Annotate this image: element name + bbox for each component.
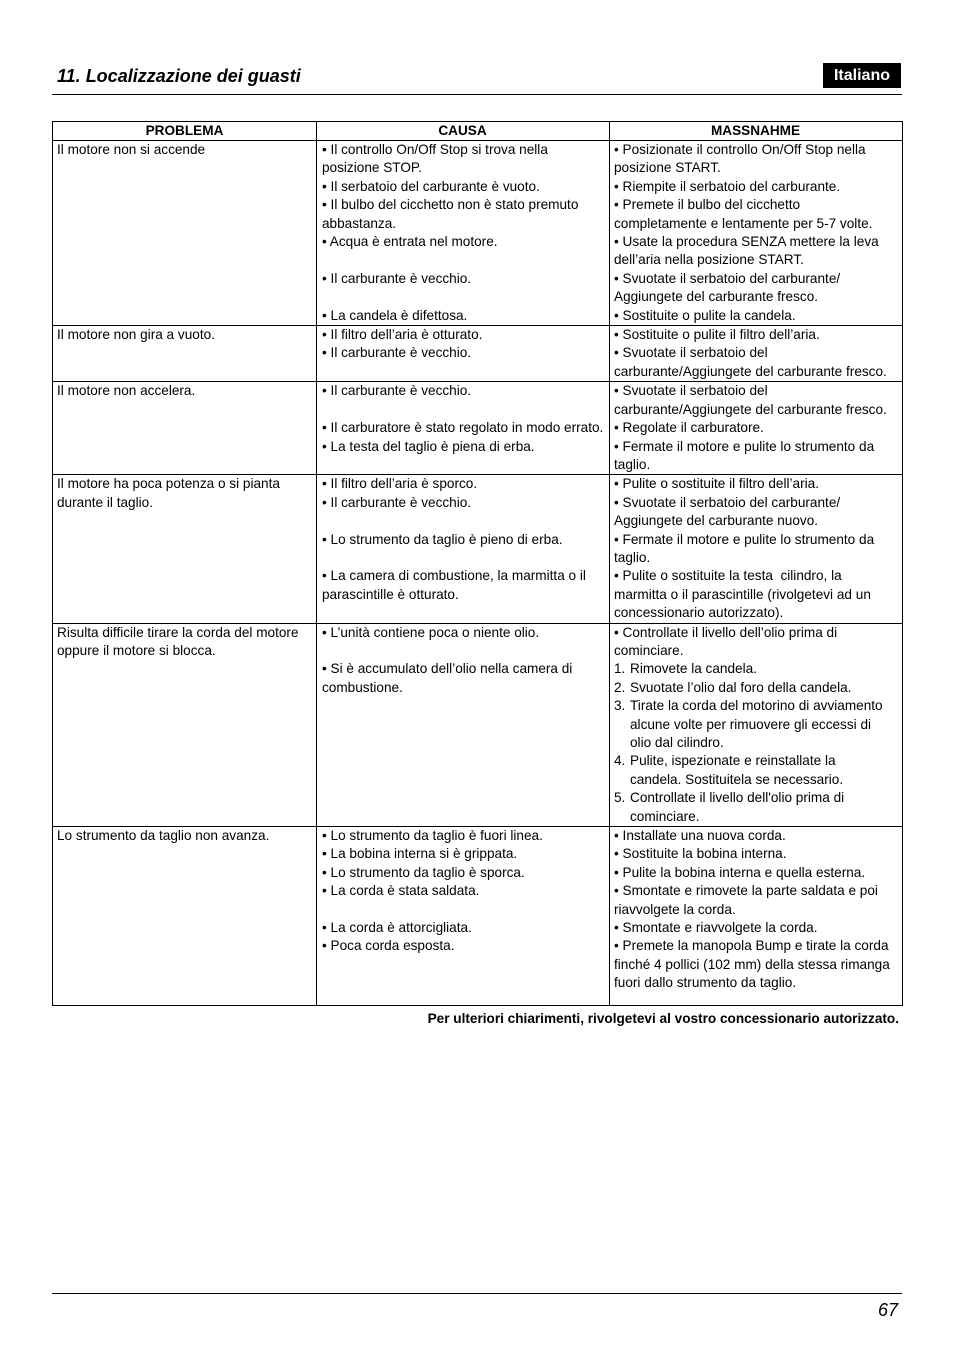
remedy-text-line: Aggiungete del carburante fresco. [614, 289, 819, 305]
remedy-cell [609, 344, 902, 381]
remedy-text-line: taglio. [614, 456, 651, 472]
column-divider [609, 122, 610, 1005]
cause-cell [316, 326, 609, 344]
cause-text-line: • La testa del taglio è piena di erba. [322, 438, 535, 454]
remedy-text-line: • Controllate il livello dell’olio prima di [614, 624, 838, 640]
column-divider [316, 122, 317, 1005]
problem-text-line: Il motore non si accende [57, 142, 206, 157]
remedy-text-line: completamente e lentamente per 5-7 volte. [614, 215, 873, 231]
remedy-cell [609, 531, 902, 568]
remedy-step [614, 660, 902, 678]
remedy-text-line: posizione START. [614, 160, 721, 176]
remedy-cell [609, 419, 902, 437]
cause-text-line: • Il serbatoio del carburante è vuoto. [322, 178, 540, 194]
remedy-text-line: Aggiungete del carburante nuovo. [614, 513, 819, 529]
cause-cell [316, 494, 609, 531]
step-number: 3. [614, 698, 626, 714]
cause-text-line: • La candela è difettosa. [322, 307, 468, 323]
cause-cell [316, 438, 609, 475]
cause-text-line: • Il filtro dell’aria è sporco. [322, 476, 478, 492]
cause-cell [316, 307, 609, 325]
column-header-remedy: MASSNAHME [710, 123, 801, 138]
remedy-text-line: • Svuotate il serbatoio del [614, 383, 768, 399]
remedy-cell [609, 475, 902, 493]
cause-text-line: • Lo strumento da taglio è fuori linea. [322, 828, 543, 844]
cause-text-line: • Il filtro dell’aria è otturato. [322, 327, 483, 343]
section-title: 11. Localizzazione dei guasti [57, 66, 301, 86]
cause-cell [316, 270, 609, 307]
cause-cell [316, 475, 609, 493]
problem-cell [53, 827, 316, 993]
problem-cell [53, 624, 316, 826]
remedy-text-line: • Fermate il motore e pulite lo strumento da [614, 531, 875, 547]
remedy-text-line: • Premete il bulbo del cicchetto [614, 197, 801, 213]
footer-rule [52, 1293, 902, 1294]
cause-text-line: • Il carburante è vecchio. [322, 494, 472, 510]
remedy-cell [609, 494, 902, 531]
remedy-text-line: • Smontate e riavvolgete la corda. [614, 920, 818, 936]
remedy-step [614, 752, 902, 789]
remedy-text-line: carburante/Aggiungete del carburante fresco. [614, 401, 887, 417]
cause-cell [316, 660, 609, 826]
remedy-cell [609, 196, 902, 233]
problem-text-line: Il motore ha poca potenza o si pianta [57, 476, 280, 492]
remedy-text-line: marmitta o il parascintille (rivolgetevi ad un [614, 586, 871, 602]
problem-text-line: oppure il motore si blocca. [57, 642, 216, 658]
cause-text-line: • Lo strumento da taglio è pieno di erba. [322, 531, 563, 547]
problem-text-line: Il motore non gira a vuoto. [57, 327, 215, 343]
table-body [53, 141, 902, 1005]
table-row [53, 624, 902, 827]
cause-text-line: • Il carburante è vecchio. [322, 270, 472, 286]
step-text-line: Tirate la corda del motorino di avviamento [630, 698, 883, 714]
remedy-step [614, 697, 902, 752]
cause-cell [316, 344, 609, 381]
page-number: 67 [877, 1300, 898, 1320]
cause-text-line: combustione. [322, 679, 403, 695]
remedy-text-line: • Fermate il motore e pulite lo strumento da [614, 438, 875, 454]
step-text-line: olio dal cilindro. [630, 735, 724, 750]
remedy-text-line: • Regolate il carburatore. [614, 420, 764, 436]
remedy-text-line: • Pulite o sostituite il filtro dell’aria. [614, 476, 819, 492]
table-row [53, 475, 902, 623]
cause-cell [316, 419, 609, 437]
cause-cell [316, 196, 609, 233]
remedy-cell [609, 270, 902, 307]
remedy-cell [609, 438, 902, 475]
problem-text-line: durante il taglio. [57, 494, 153, 510]
cause-cell [316, 233, 609, 270]
cause-text-line: • La bobina interna si è grippata. [322, 846, 518, 862]
step-text-line: Rimovete la candela. [630, 661, 757, 677]
table-row [53, 827, 902, 1005]
step-number: 1. [614, 661, 626, 677]
header-rule [52, 94, 902, 95]
remedy-cell [609, 382, 902, 419]
remedy-cell [609, 845, 902, 863]
cause-cell [316, 919, 609, 937]
cause-text-line: • Il carburatore è stato regolato in modo errato. [322, 420, 604, 436]
step-text [630, 789, 844, 826]
remedy-text-line: • Sostituite o pulite il filtro dell’aria. [614, 327, 820, 343]
cause-cell [316, 382, 609, 419]
problem-text-line: Risulta difficile tirare la corda del motore [57, 624, 299, 640]
remedy-text-line: • Pulite la bobina interna e quella esterna. [614, 864, 866, 880]
remedy-cell [609, 919, 902, 937]
table-header-row [53, 122, 902, 141]
remedy-text-line: • Svuotate il serbatoio del carburante/ [614, 494, 841, 510]
step-number: 5. [614, 790, 626, 806]
step-text-line: candela. Sostituitela se necessario. [630, 771, 844, 787]
cause-text-line: • Il carburante è vecchio. [322, 383, 472, 399]
footer-note: Per ulteriori chiarimenti, rivolgetevi al vostro concessionario autorizzato. [427, 1011, 899, 1026]
step-text-line: alcune volte per rimuovere gli eccessi di [630, 716, 872, 732]
cause-text-line: • Il carburante è vecchio. [322, 345, 472, 361]
step-text [630, 660, 757, 678]
remedy-text-line: riavvolgete la corda. [614, 901, 736, 917]
problem-text-line: Lo strumento da taglio non avanza. [57, 828, 270, 844]
remedy-text-line: • Pulite o sostituite la testa cilindro, la [614, 568, 842, 584]
remedy-step [614, 679, 902, 697]
remedy-text-line: fuori dallo strumento da taglio. [614, 975, 797, 991]
cause-text-line: • Acqua è entrata nel motore. [322, 234, 498, 250]
cause-cell [316, 624, 609, 661]
cause-cell [316, 827, 609, 845]
remedy-step [614, 789, 902, 826]
remedy-cell [609, 178, 902, 196]
remedy-cell [609, 660, 902, 826]
remedy-cell [609, 937, 902, 992]
column-header-problem: PROBLEMA [145, 123, 224, 138]
remedy-text-line: dell’aria nella posizione START. [614, 252, 804, 268]
remedy-text-line: • Sostituite la bobina interna. [614, 846, 787, 862]
remedy-cell [609, 882, 902, 919]
remedy-text-line: • Installate una nuova corda. [614, 828, 786, 844]
cause-text-line: • La corda è stata saldata. [322, 883, 480, 899]
cause-text-line: abbastanza. [322, 215, 397, 231]
table-row [53, 326, 902, 382]
step-number: 4. [614, 753, 626, 769]
cause-text-line: • L’unità contiene poca o niente olio. [322, 624, 540, 640]
remedy-text-line: • Smontate e rimovete la parte saldata e poi [614, 883, 878, 899]
table-row [53, 141, 902, 326]
cause-cell [316, 531, 609, 568]
remedy-text-line: cominciare. [614, 642, 684, 658]
remedy-text-line: • Sostituite o pulite la candela. [614, 307, 796, 323]
cause-cell [316, 141, 609, 178]
cause-text-line: parascintille è otturato. [322, 586, 459, 602]
step-number: 2. [614, 679, 626, 695]
problem-cell [53, 382, 316, 474]
remedy-cell [609, 567, 902, 622]
remedy-text-line: concessionario autorizzato). [614, 605, 784, 621]
cause-cell [316, 845, 609, 863]
column-header-cause: CAUSA [438, 123, 487, 138]
step-text [630, 752, 843, 789]
step-text-line: cominciare. [630, 808, 700, 824]
cause-cell [316, 178, 609, 196]
cause-cell [316, 937, 609, 992]
language-tab: Italiano [823, 63, 901, 88]
remedy-text-line: • Svuotate il serbatoio del [614, 345, 768, 361]
remedy-cell [609, 624, 902, 661]
problem-cell [53, 326, 316, 381]
remedy-text-line: taglio. [614, 549, 651, 565]
cause-text-line: posizione STOP. [322, 160, 423, 176]
problem-cell [53, 475, 316, 622]
cause-text-line: • Il bulbo del cicchetto non è stato premuto [322, 197, 579, 213]
step-text-line: Controllate il livello dell'olio prima di [630, 790, 845, 806]
remedy-text-line: • Riempite il serbatoio del carburante. [614, 178, 841, 194]
troubleshooting-table [52, 121, 903, 1006]
remedy-text-line: • Premete la manopola Bump e tirate la corda [614, 938, 889, 954]
cause-text-line: • Poca corda esposta. [322, 938, 455, 954]
cause-text-line: • Si è accumulato dell’olio nella camera di [322, 661, 573, 677]
remedy-cell [609, 233, 902, 270]
step-text [630, 697, 883, 752]
remedy-cell [609, 326, 902, 344]
cause-text-line: • La corda è attorcigliata. [322, 920, 472, 936]
remedy-text-line: • Posizionate il controllo On/Off Stop nella [614, 142, 866, 157]
step-text [630, 679, 851, 697]
step-text-line: Pulite, ispezionate e reinstallate la [630, 753, 836, 769]
remedy-cell [609, 864, 902, 882]
remedy-cell [609, 307, 902, 325]
remedy-text-line: • Usate la procedura SENZA mettere la leva [614, 234, 879, 250]
remedy-cell [609, 141, 902, 178]
cause-text-line: • La camera di combustione, la marmitta o il [322, 568, 586, 584]
remedy-text-line: carburante/Aggiungete del carburante fresco. [614, 363, 887, 379]
step-text-line: Svuotate l’olio dal foro della candela. [630, 679, 852, 695]
cause-cell [316, 567, 609, 622]
remedy-text-line: finché 4 pollici (102 mm) della stessa rimanga [614, 956, 890, 972]
remedy-cell [609, 827, 902, 845]
cause-text-line: • Lo strumento da taglio è sporca. [322, 864, 525, 880]
cause-cell [316, 882, 609, 919]
remedy-text-line: • Svuotate il serbatoio del carburante/ [614, 270, 841, 286]
table-row [53, 382, 902, 475]
problem-text-line: Il motore non accelera. [57, 383, 196, 399]
cause-text-line: • Il controllo On/Off Stop si trova nella [322, 142, 548, 157]
cause-cell [316, 864, 609, 882]
problem-cell [53, 141, 316, 325]
